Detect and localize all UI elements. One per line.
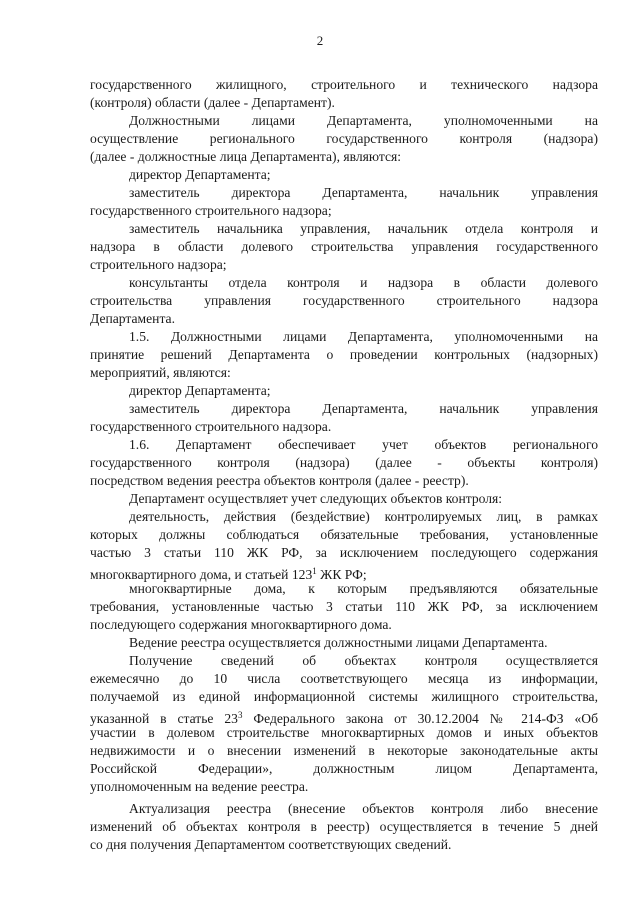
text-segment: указанной в статье 23	[90, 711, 238, 726]
text-line: 1.6. Департамент обеспечивает учет объектов регионального	[129, 437, 598, 452]
text-line: Департамент осуществляет учет следующих объектов контроля:	[129, 491, 503, 506]
text-line: заместитель начальника управления, начальник отдела контроля и	[129, 221, 598, 236]
text-line: ежемесячно до 10 числа соответствующего месяца из информации,	[90, 671, 598, 686]
text-line: Ведение реестра осуществляется должностными лицами Департамента.	[129, 635, 548, 650]
text-line: Должностными лицами Департамента, уполномоченными на	[129, 113, 598, 128]
text-line: государственного жилищного, строительного и технического надзора	[90, 77, 598, 92]
superscript: 3	[237, 710, 243, 720]
text-line: Российской Федерации», должностным лицом Департамента,	[90, 761, 598, 776]
text-line: надзора в области долевого строительства управления государственного	[90, 239, 598, 254]
text-segment: многоквартирного дома, и статьей 123	[90, 567, 313, 582]
text-line: многоквартирные дома, к которым предъявляются обязательные	[129, 581, 598, 596]
text-line: Департамента.	[90, 311, 175, 326]
text-line: (далее - должностные лица Департамента), являются:	[90, 149, 402, 164]
text-line: заместитель директора Департамента, начальник управления	[129, 185, 598, 200]
text-line: 1.5. Должностными лицами Департамента, уполномоченными на	[129, 329, 598, 344]
text-line: недвижимости и о внесении изменений в некоторые законодательные акты	[90, 743, 598, 758]
page-number: 2	[316, 33, 324, 48]
text-segment: ЖК РФ;	[316, 567, 367, 582]
text-line: строительного надзора;	[90, 257, 227, 272]
text-line: заместитель директора Департамента, начальник управления	[129, 401, 598, 416]
text-line: Актуализация реестра (внесение объектов контроля либо внесение	[129, 801, 598, 816]
text-line: осуществление регионального государственного контроля (надзора)	[90, 131, 598, 146]
text-line: директор Департамента;	[129, 383, 271, 398]
text-line: консультанты отдела контроля и надзора в области долевого	[129, 275, 598, 290]
text-line: участии в долевом строительстве многоквартирных домов и иных объектов	[90, 725, 598, 740]
text-line: директор Департамента;	[129, 167, 271, 182]
text-line: государственного строительного надзора;	[90, 203, 332, 218]
text-line: со дня получения Департаментом соответствующих сведений.	[90, 837, 452, 852]
text-line: уполномоченным на ведение реестра.	[90, 779, 309, 794]
text-line: государственного контроля (надзора) (далее - объекты контроля)	[90, 455, 598, 470]
text-line: посредством ведения реестра объектов контроля (далее - реестр).	[90, 473, 469, 488]
text-line: требования, установленные частью 3 статьи 110 ЖК РФ, за исключением	[90, 599, 598, 614]
text-line: которых должны соблюдаться обязательные требования, установленные	[90, 527, 598, 542]
text-line: принятие решений Департамента о проведении контрольных (надзорных)	[90, 347, 598, 362]
text-line: деятельность, действия (бездействие) контролируемых лиц, в рамках	[129, 509, 598, 524]
text-segment: Федерального закона от 30.12.2004 № 214-ФЗ «Об	[242, 711, 598, 726]
text-line: (контроля) области (далее - Департамент).	[90, 95, 335, 110]
text-line: государственного строительного надзора.	[90, 419, 332, 434]
text-line: Получение сведений об объектах контроля осуществляется	[129, 653, 598, 668]
text-line: строительства управления государственного строительного надзора	[90, 293, 598, 308]
text-line: последующего содержания многоквартирного дома.	[90, 617, 392, 632]
superscript: 1	[312, 566, 317, 576]
text-line: получаемой из единой информационной системы жилищного строительства,	[90, 689, 598, 704]
text-line: мероприятий, являются:	[90, 365, 231, 380]
text-line: изменений об объектах контроля в реестр) осуществляется в течение 5 дней	[90, 819, 598, 834]
text-line: частью 3 статьи 110 ЖК РФ, за исключением последующего содержания	[90, 545, 598, 560]
